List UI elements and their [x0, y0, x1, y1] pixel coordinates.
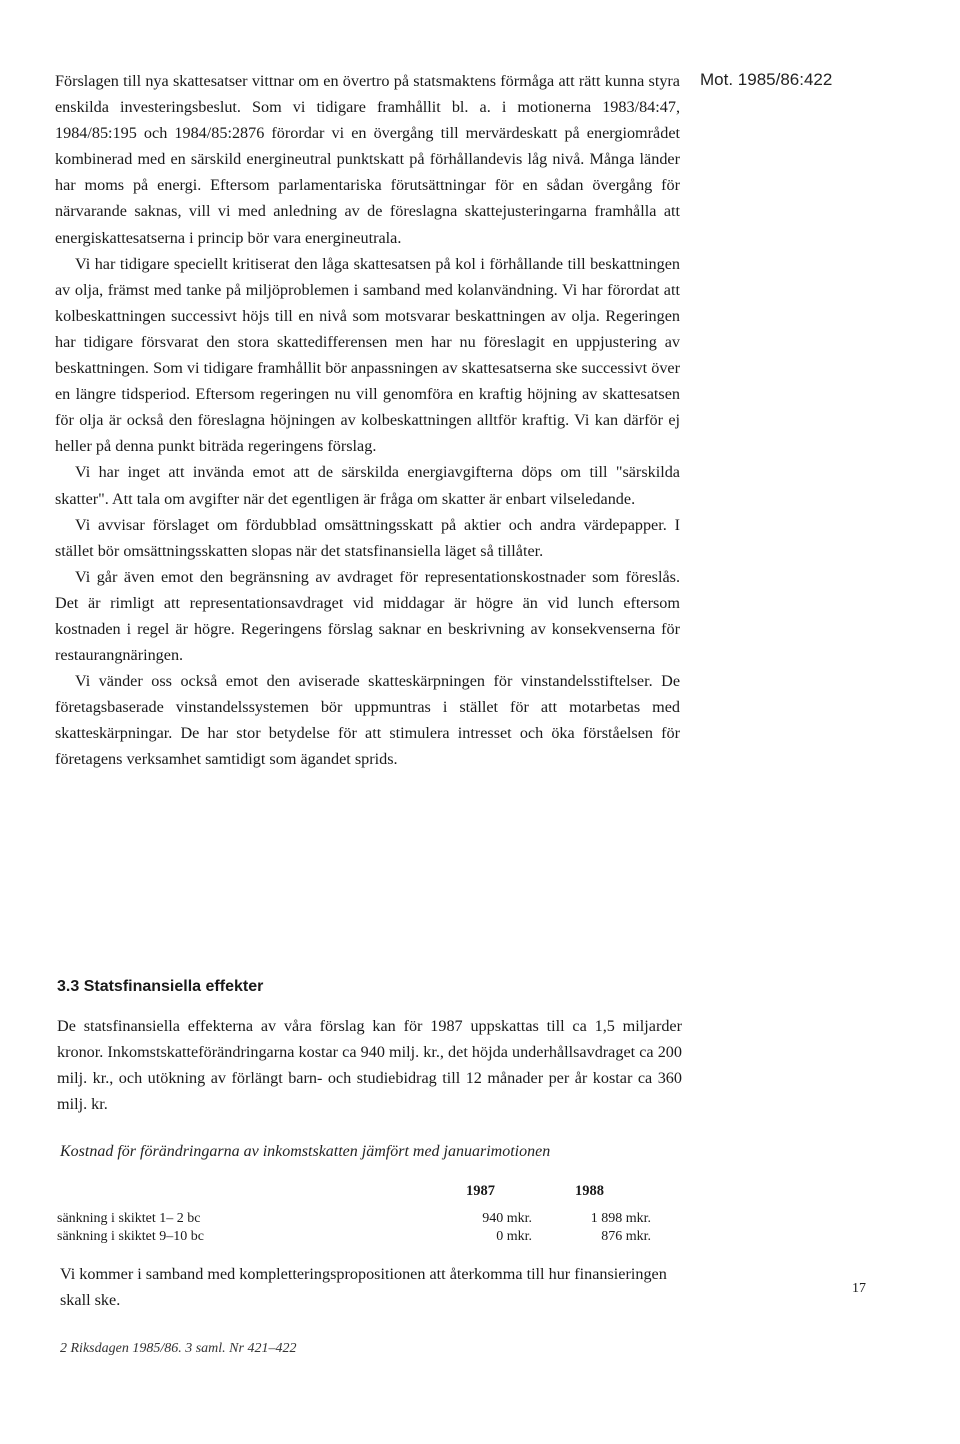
- value-1988: 876 mkr.: [601, 1229, 651, 1244]
- paragraph-representation: Vi går även emot den begränsning av avdraget för representationskostnader som föreslås. Det är rimligt att representationsavdraget vid middagar är högre än vid lunch eftersom kostnaden i regel är högre. Regeringens förslag saknar en beskrivning av konsekvenserna för restaurangnäringen.: [55, 567, 680, 665]
- table-row: [57, 1211, 657, 1229]
- paragraph-energy-fees: Vi har inget att invända emot att de särskilda energiavgifterna döps om till "särskilda skatter". Att tala om avgifter när det egentligen är fråga om skatter är enbart vilseledande.: [55, 463, 680, 508]
- value-1987: 0 mkr.: [496, 1229, 532, 1244]
- section-paragraph: De statsfinansiella effekterna av våra förslag kan för 1987 uppskattas till ca 1,5 miljarder kronor. Inkomstskatteförändringarna kostar ca 940 milj. kr., det höjda underhållsavdraget ca 200 milj. kr., och utökning av förlängt barn- och studiebidrag till 12 månader per år kostar ca 360 milj. kr.: [57, 1017, 682, 1113]
- closing-text: [60, 1261, 685, 1313]
- section-text: [57, 1013, 682, 1117]
- value-1988: 1 898 mkr.: [590, 1211, 651, 1226]
- column-header-1987: 1987: [466, 1183, 495, 1199]
- closing-paragraph: Vi kommer i samband med kompletteringspropositionen att återkomma till hur finansieringen skall ske.: [60, 1265, 667, 1309]
- table-caption: Kostnad för förändringarna av inkomstskatten jämfört med januarimotionen: [60, 1143, 551, 1160]
- section-heading: 3.3 Statsfinansiella effekter: [57, 978, 264, 995]
- body-text: [55, 68, 680, 773]
- column-header-1988: 1988: [575, 1183, 604, 1199]
- page-number: 17: [852, 1281, 866, 1296]
- table-row: [57, 1229, 657, 1247]
- paragraph-coal-tax: Vi har tidigare speciellt kritiserat den låga skattesatsen på kol i förhållande till beskattningen av olja, främst med tanke på miljöproblemen i samband med kolanvändning. Vi har förordat att kolbeskattningen successivt höjs till en nivå som motsvarar beskattningen av olja. Regeringen har tidigare försvarat den stora skattedifferensen men har nu föreslagit en uppjustering av beskattningen. Som vi tidigare framhållit bör anpassningen av skattesatserna ske successivt över en längre tidsperiod. Eftersom regeringen nu vill genomföra en kraftig höjning av skattesatsen för olja är också den föreslagna höjningen av kolbeskattningen alltför kraftig. Vi kan därför ej heller på denna punkt biträda regeringens förslag.: [55, 254, 680, 456]
- footer-reference: 2 Riksdagen 1985/86. 3 saml. Nr 421–422: [60, 1341, 297, 1356]
- value-1987: 940 mkr.: [482, 1211, 532, 1226]
- paragraph-energy-tax: Förslagen till nya skattesatser vittnar om en övertro på statsmaktens förmåga att rätt kunna styra enskilda investeringsbeslut. Som vi tidigare framhållit bl. a. i motionerna 1983/84:47, 1984/85:195 och 1984/85:2876 förordar vi en övergång till mervärdeskatt på energiområdet kombinerad med en särskild energineutral punktskatt på förhållandevis låg nivå. Många länder har moms på energi. Eftersom parlamentariska förutsättningar för en sådan övergång för närvarande saknas, vill vi med anledning av de föreslagna skattejusteringarna framhålla att energiskattesatserna i princip bör vara energineutrala.: [55, 72, 680, 247]
- paragraph-profit-sharing: Vi vänder oss också emot den aviserade skatteskärpningen för vinstandelsstiftelser. De företagsbaserade vinstandelssystemen bör uppmuntras i stället för att motarbetas med skatteskärpningar. De har stor betydelse för att stimulera intresset och öka förståelsen för företagens verksamhet samtidigt som ägandet sprids.: [55, 672, 680, 769]
- row-label: sänkning i skiktet 1– 2 bc: [57, 1211, 201, 1226]
- paragraph-turnover-tax: Vi avvisar förslaget om fördubblad omsättningsskatt på aktier och andra värdepapper. I stället bör omsättningsskatten slopas när det statsfinansiella läget så tillåter.: [55, 515, 680, 560]
- motion-reference: Mot. 1985/86:422: [700, 70, 833, 89]
- row-label: sänkning i skiktet 9–10 bc: [57, 1229, 204, 1244]
